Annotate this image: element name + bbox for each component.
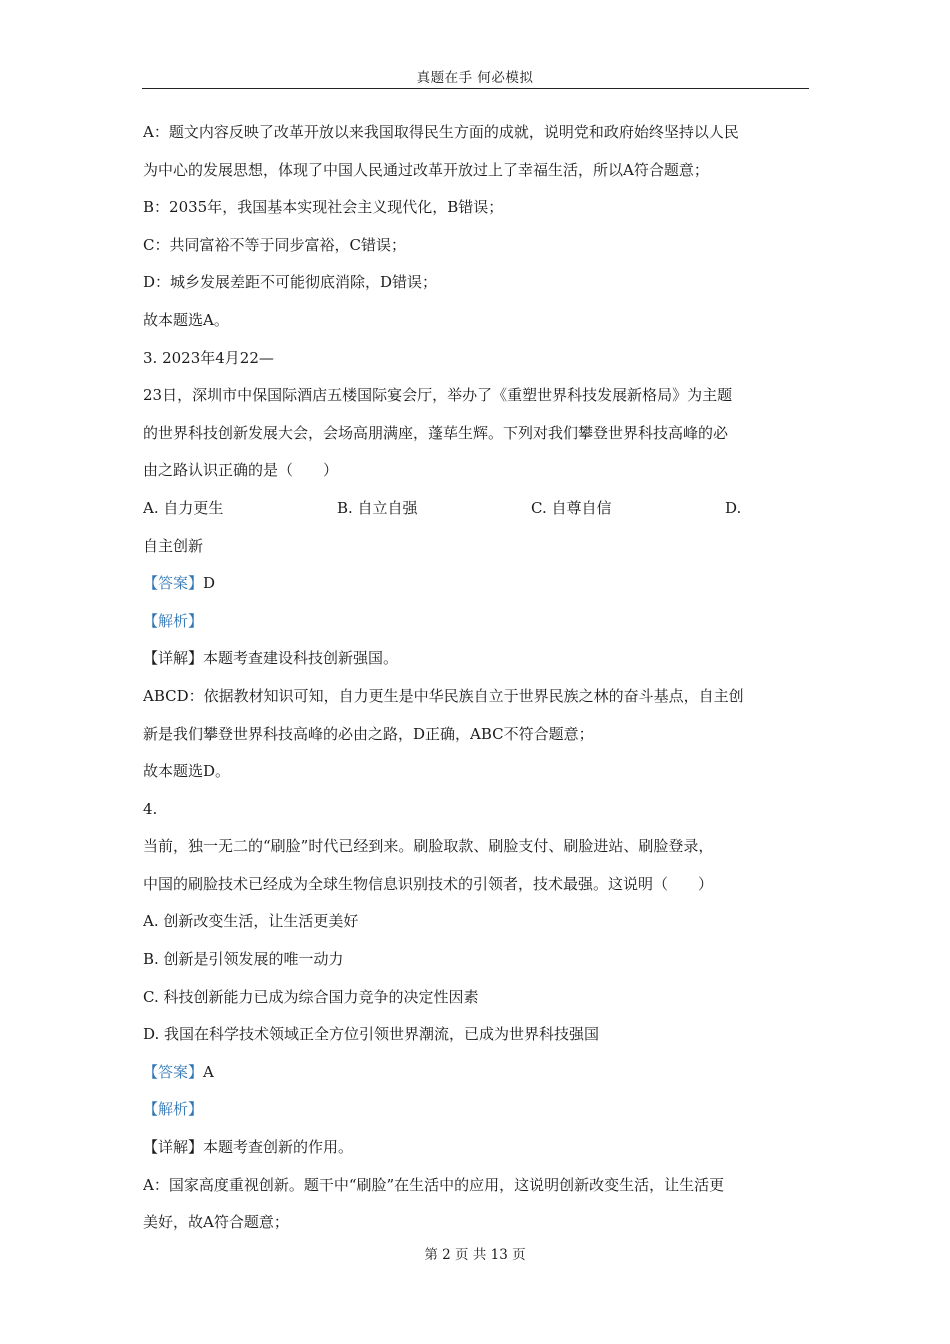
answer-tag: 【答案】: [143, 574, 204, 593]
option-d: D.: [725, 498, 742, 517]
question-4-answer: [143, 1054, 808, 1092]
analysis-tag: 【解析】: [143, 1100, 204, 1119]
option-a: A. 自力更生: [143, 498, 224, 517]
detail-text: 本题考查建设科技创新强国。: [203, 649, 399, 668]
question-4-detail: [143, 1129, 808, 1167]
analysis-tag: 【解析】: [143, 611, 204, 630]
question-3-options: [143, 490, 808, 528]
header-rule: [142, 88, 809, 89]
text-line: A：题文内容反映了改革开放以来我国取得民生方面的成就，说明党和政府始终坚持以人民: [143, 123, 739, 141]
text-line: B：2035年，我国基本实现社会主义现代化，B错误；: [143, 198, 504, 217]
page-content: [143, 114, 808, 1242]
text-line: 为中心的发展思想，体现了中国人民通过改革开放过上了幸福生活，所以A符合题意；: [143, 160, 709, 179]
page-footer: 第 2 页 共 13 页: [424, 1247, 526, 1263]
text-line: C：共同富裕不等于同步富裕，C错误；: [143, 235, 406, 254]
question-4-number: 4.: [143, 799, 158, 818]
option-b: B. 创新是引领发展的唯一动力: [143, 950, 344, 969]
question-3-answer: [143, 565, 808, 603]
text-line: ABCD：依据教材知识可知，自力更生是中华民族自立于世界民族之林的奋斗基点，自主创: [143, 686, 744, 705]
text-line: 故本题选D。: [143, 762, 231, 781]
page-header: 真题在手 何必模拟: [416, 70, 534, 86]
text-line: A：国家高度重视创新。题干中“刷脸”在生活中的应用，这说明创新改变生活，让生活更: [143, 1175, 725, 1194]
question-3-stem: 的世界科技创新发展大会，会场高朋满座，蓬荜生辉。下列对我们攀登世界科技高峰的必: [143, 423, 729, 442]
question-3-stem: 由之路认识正确的是（ ）: [143, 461, 339, 480]
option-c: C. 科技创新能力已成为综合国力竞争的决定性因素: [143, 987, 479, 1006]
detail-tag: 【详解】: [143, 649, 204, 668]
text-line: D：城乡发展差距不可能彻底消除，D错误；: [143, 273, 438, 292]
option-c: C. 自尊自信: [531, 498, 612, 517]
text-line: 美好，故A符合题意；: [143, 1213, 289, 1232]
option-d: D. 我国在科学技术领域正全方位引领世界潮流，已成为世界科技强国: [143, 1025, 600, 1044]
answer-value: A: [203, 1062, 214, 1081]
option-b: B. 自立自强: [337, 498, 418, 517]
option-a: A. 创新改变生活，让生活更美好: [143, 912, 359, 931]
question-3-number: 3. 2023年4月22—: [143, 348, 274, 367]
text-line: 新是我们攀登世界科技高峰的必由之路，D正确，ABC不符合题意；: [143, 724, 594, 743]
detail-tag: 【详解】: [143, 1138, 204, 1157]
detail-text: 本题考查创新的作用。: [203, 1138, 354, 1157]
text-line: 故本题选A。: [143, 310, 229, 329]
question-3-detail: [143, 640, 808, 678]
question-4-stem: 当前，独一无二的“刷脸”时代已经到来。刷脸取款、刷脸支付、刷脸进站、刷脸登录，: [143, 837, 714, 856]
answer-value: D: [203, 574, 216, 593]
answer-tag: 【答案】: [143, 1062, 204, 1081]
question-3-stem: 23日，深圳市中保国际酒店五楼国际宴会厅，举办了《重塑世界科技发展新格局》为主题: [143, 386, 733, 405]
question-4-stem: 中国的刷脸技术已经成为全球生物信息识别技术的引领者，技术最强。这说明（ ）: [143, 874, 714, 893]
option-d-text: 自主创新: [143, 536, 204, 555]
